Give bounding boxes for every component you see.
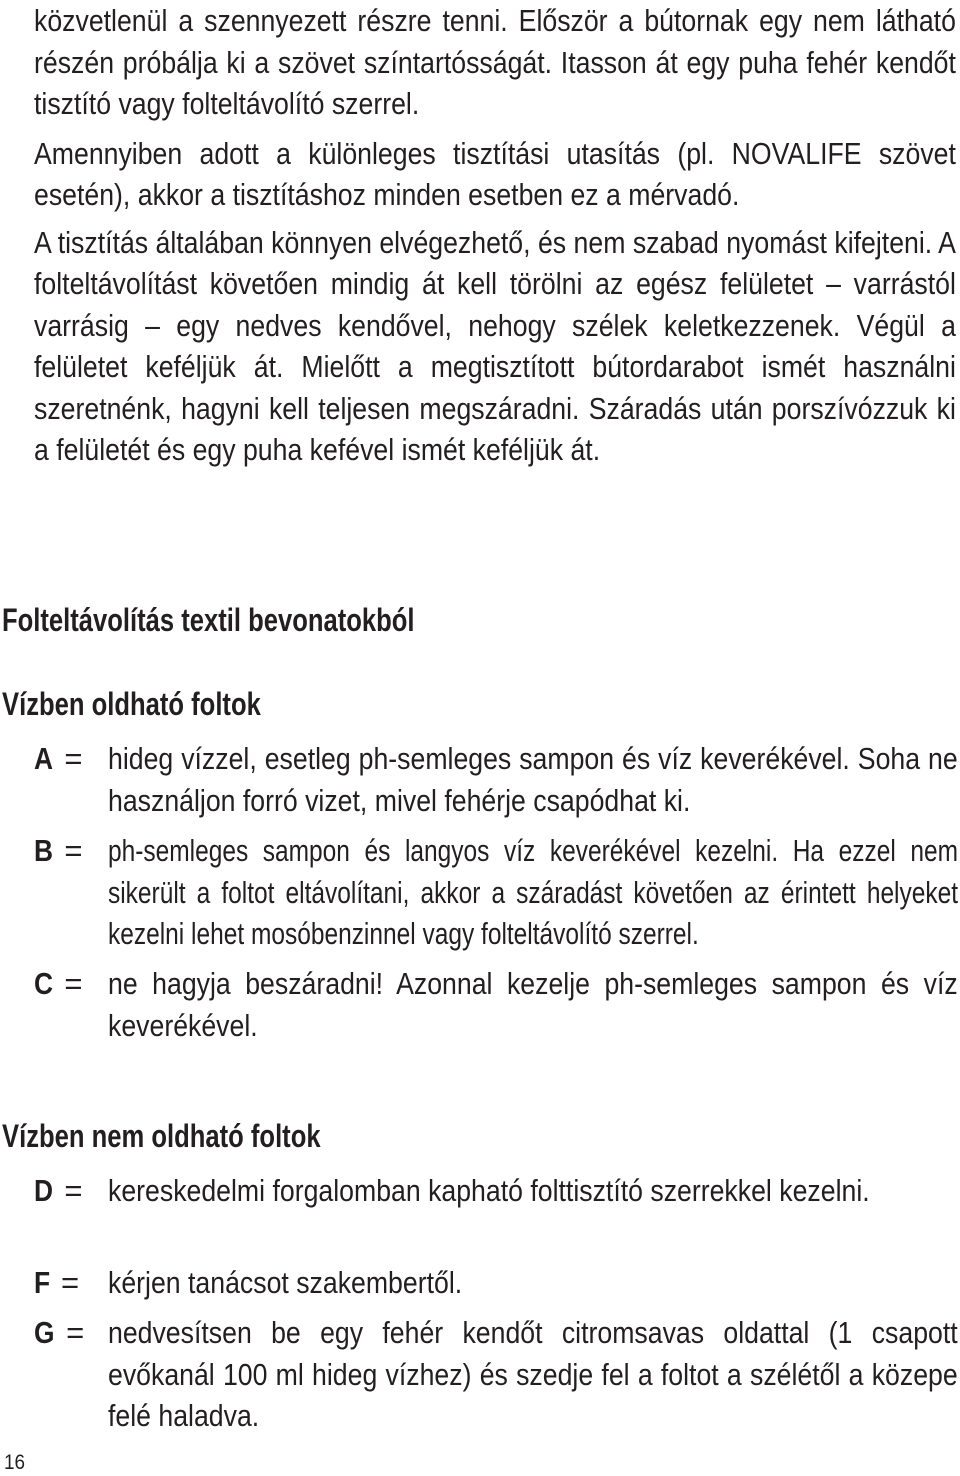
stain-key: F (34, 1265, 51, 1300)
stain-entry-f (34, 1262, 958, 1304)
stain-entry-g (34, 1312, 958, 1437)
stain-entry-b (34, 830, 958, 955)
section-title: Folteltávolítás textil bevonatokból (2, 602, 415, 638)
paragraph-special-instructions: Amennyiben adott a különleges tisztítási utasítás (pl. NOVALIFE szövet esetén), akkor a tisztításhoz minden esetben ez a mérvadó. (34, 135, 956, 212)
stain-description: ph-semleges sampon és langyos víz keverékével kezelni. Ha ezzel nem sikerült a foltot eltávolítani, akkor a száradást követően az érintett helyeket kezelni lehet mosóbenzinnel vagy folteltávolító szerrel. (108, 833, 958, 951)
equals-sign: = (60, 1265, 80, 1300)
stain-entry-d (34, 1170, 958, 1212)
stain-entry-c (34, 963, 958, 1046)
stain-description: kereskedelmi forgalomban kapható folttisztító szerrekkel kezelni. (108, 1173, 870, 1208)
water-soluble-heading: Vízben oldható foltok (2, 686, 261, 722)
stain-key: A (34, 741, 54, 776)
equals-sign: = (64, 741, 83, 776)
stain-description: hideg vízzel, esetleg ph-semleges sampon és víz keverékével. Soha ne használjon forró vizet, mivel fehérje csapódhat ki. (108, 741, 958, 818)
stain-key: G (34, 1315, 55, 1350)
stain-key: B (34, 833, 54, 868)
paragraph-colorfastness: közvetlenül a szennyezett részre tenni. Először a bútornak egy nem látható részén próbálja ki a szövet színtartósságát. Itasson át egy puha fehér kendőt tisztító vagy folteltávolító szerrel. (34, 3, 956, 121)
stain-description: ne hagyja beszáradni! Azonnal kezelje ph-semleges sampon és víz keverékével. (108, 966, 958, 1043)
paragraph-cleaning-procedure: A tisztítás általában könnyen elvégezhető, és nem szabad nyomást kifejteni. A folteltávolítást követően mindig át kell törölni az egész felületet – varrástól varrásig – egy nedves kendővel, nehogy szélek keletkezzenek. Végül a felületet keféljük át. Mielőtt a megtisztított bútordarabot ismét használni szeretnénk, hagyni kell teljesen megszáradni. Száradás után porszívózzuk ki a felületét és egy puha kefével ismét keféljük át. (34, 224, 956, 467)
equals-sign: = (64, 966, 83, 1001)
stain-key: C (34, 966, 54, 1001)
stain-entry-a (34, 738, 958, 821)
page-number: 16 (4, 1451, 26, 1474)
stain-description: nedvesítsen be egy fehér kendőt citromsavas oldattal (1 csapott evőkanál 100 ml hideg vízhez) és szedje fel a foltot a szélétől a közepe felé haladva. (108, 1315, 958, 1433)
stain-description: kérjen tanácsot szakembertől. (108, 1265, 463, 1300)
equals-sign: = (64, 1173, 83, 1208)
stain-key: D (34, 1173, 54, 1208)
water-insoluble-heading: Vízben nem oldható foltok (2, 1118, 321, 1154)
equals-sign: = (66, 1315, 85, 1350)
intro-text (34, 0, 956, 477)
equals-sign: = (64, 833, 83, 868)
